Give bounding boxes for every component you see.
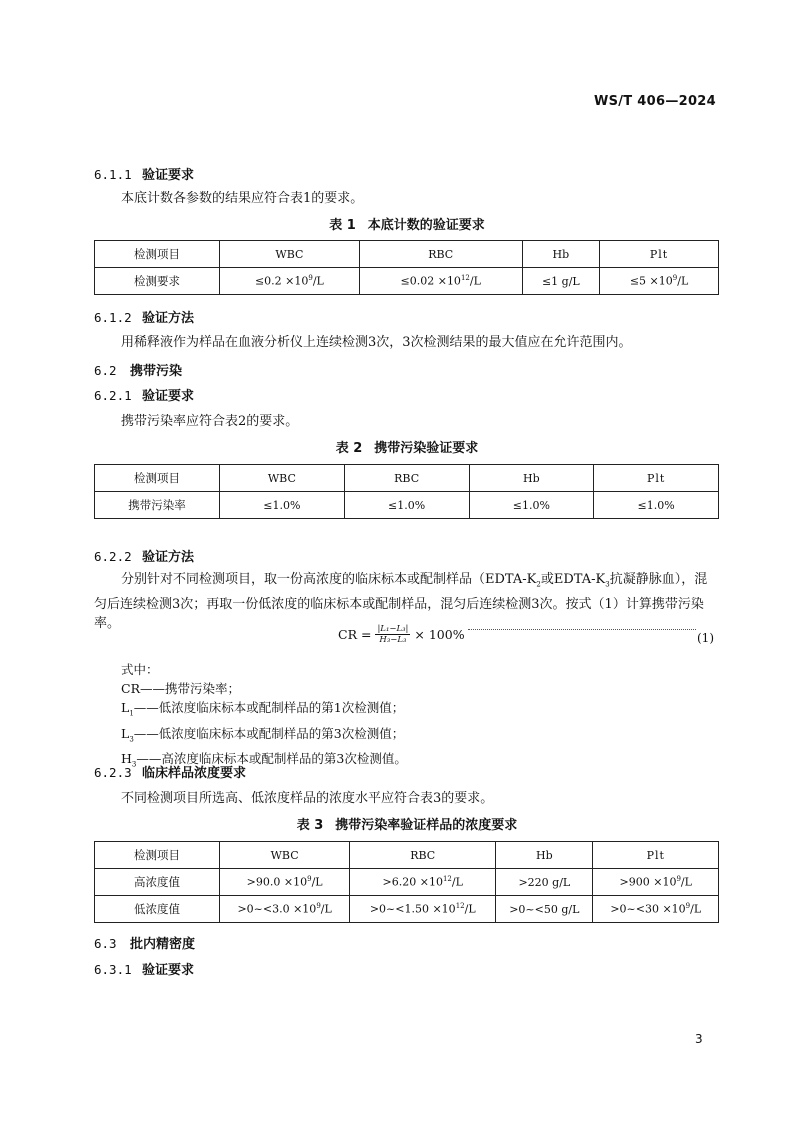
table-header-row [95, 842, 719, 869]
header-cell: Plt [594, 465, 719, 492]
table-title: 携带污染率验证样品的浓度要求 [335, 818, 518, 833]
section-number: 6.3 [94, 936, 117, 951]
row-label: 携带污染率 [95, 492, 220, 519]
cell-plt: >0~<30 $\times 10^9/L$ [593, 896, 719, 923]
table-label: 表 3 [296, 818, 324, 833]
table-1-caption [94, 214, 720, 233]
definition-item: $L_1——$低浓度临床标本或配制样品的第1次检测值； [121, 700, 405, 718]
section-title: 携带污染 [130, 364, 183, 379]
cell-plt: $>900 \times 10^9/L$ [593, 869, 719, 896]
formula-1 [338, 624, 465, 645]
cell-rbc: $>6.20 \times 10^{12}/L$ [350, 869, 496, 896]
definition-item: $H_3——$高浓度临床标本或配制样品的第3次检测值。 [121, 751, 407, 769]
table-3-caption [94, 814, 720, 833]
cell-hb: ≤1 g/L [522, 268, 600, 295]
section-number: 6.2 [94, 363, 117, 378]
page-number: 3 [695, 1032, 703, 1046]
header-cell: WBC [220, 465, 345, 492]
section-title: 验证方法 [142, 311, 195, 326]
table-1 [94, 240, 719, 295]
cell-hb: >220 g/L [496, 869, 593, 896]
section-6-2-1-heading [94, 385, 194, 404]
definition-item: $L_3——$低浓度临床标本或配制样品的第3次检测值； [121, 725, 405, 743]
table-header-row [95, 241, 719, 268]
cell-wbc: $>90.0 \times 10^9/L$ [220, 869, 350, 896]
section-6-2-3-text: 不同检测项目所选高、低浓度样品的浓度水平应符合表3的要求。 [121, 791, 494, 806]
section-6-1-1-text: 本底计数各参数的结果应符合表1的要求。 [121, 191, 364, 206]
cell-wbc: ≤1.0% [220, 492, 345, 519]
table-title: 本底计数的验证要求 [367, 218, 485, 233]
table-row [95, 268, 719, 295]
section-number: 6.2.2 [94, 549, 132, 564]
dot-leader [468, 629, 696, 630]
section-6-1-2-heading [94, 307, 194, 326]
header-cell: Hb [496, 842, 593, 869]
section-number: 6.3.1 [94, 962, 132, 977]
section-6-1-1-heading [94, 164, 194, 183]
formula-rhs: × 100% [414, 627, 465, 642]
table-header-row [95, 465, 719, 492]
table-title: 携带污染验证要求 [374, 441, 479, 456]
row-label: 低浓度值 [95, 896, 220, 923]
definitions-intro: 式中： [121, 662, 159, 677]
cell-rbc: $\le 0.02 \times 10^{12}/L$ [359, 268, 522, 295]
header-cell: RBC [359, 241, 522, 268]
row-label: 高浓度值 [95, 869, 220, 896]
section-6-3-heading [94, 933, 195, 952]
table-3 [94, 841, 719, 923]
section-6-2-2-heading [94, 546, 194, 565]
header-cell: 检测项目 [95, 842, 220, 869]
formula-lhs: CR = [338, 627, 372, 642]
section-6-3-1-heading [94, 959, 194, 978]
table-row [95, 869, 719, 896]
section-title: 批内精密度 [130, 937, 196, 952]
section-number: 6.1.2 [94, 310, 132, 325]
section-number: 6.2.1 [94, 388, 132, 403]
section-title: 验证方法 [142, 550, 195, 565]
table-2 [94, 464, 719, 519]
cell-hb: >0~<50 g/L [496, 896, 593, 923]
section-6-1-2-text: 用稀释液作为样品在血液分析仪上连续检测3次，3次检测结果的最大值应在允许范围内。 [121, 335, 632, 350]
formula-numerator: |L₁−L₃| [377, 624, 409, 634]
cell-plt: ≤1.0% [594, 492, 719, 519]
cell-wbc: $\le 0.2 \times 10^9/L$ [220, 268, 360, 295]
table-2-caption [94, 437, 720, 456]
section-number: 6.2.3 [94, 765, 132, 780]
cell-hb: ≤1.0% [469, 492, 594, 519]
section-6-2-1-text: 携带污染率应符合表2的要求。 [121, 414, 299, 429]
header-cell: WBC [220, 842, 350, 869]
row-label: 检测要求 [95, 268, 220, 295]
table-row [95, 896, 719, 923]
header-cell: Hb [469, 465, 594, 492]
table-label: 表 2 [335, 441, 363, 456]
section-number: 6.1.1 [94, 167, 132, 182]
cell-plt: $\le 5 \times 10^9/L$ [600, 268, 719, 295]
header-cell: RBC [350, 842, 496, 869]
header-cell: 检测项目 [95, 465, 220, 492]
section-title: 验证要求 [142, 389, 195, 404]
header-cell: Plt [600, 241, 719, 268]
header-cell: Hb [522, 241, 600, 268]
formula-fraction [375, 624, 410, 645]
definition-item: CR——携带污染率； [121, 681, 240, 696]
section-title: 临床样品浓度要求 [142, 766, 247, 781]
section-6-2-3-heading [94, 762, 246, 781]
formula-denominator: H₃−L₃ [379, 635, 407, 645]
header-cell: WBC [220, 241, 360, 268]
table-row [95, 492, 719, 519]
table-label: 表 1 [329, 218, 356, 233]
section-6-2-2-text: 分别针对不同检测项目，取一份高浓度的临床标本或配制样品（$EDTA-K_2$或EDTA-$K_3$抗凝静脉血），混匀后连续检测3次；再取一份低浓度的临床标本或配制样品，混匀后连续检测3次。按式（1）计算携带污染率。 [94, 572, 708, 631]
section-title: 验证要求 [142, 168, 195, 183]
header-cell: RBC [344, 465, 469, 492]
header-cell: Plt [593, 842, 719, 869]
equation-number: (1) [697, 631, 714, 645]
section-title: 验证要求 [142, 963, 195, 978]
standard-code: WS/T 406—2024 [593, 94, 716, 109]
cell-rbc: ≤1.0% [344, 492, 469, 519]
formula-definitions [121, 660, 407, 775]
header-cell: 检测项目 [95, 241, 220, 268]
cell-wbc: >0~<3.0 $\times 10^9/L$ [220, 896, 350, 923]
section-6-2-heading [94, 360, 182, 379]
cell-rbc: >0~<1.50 $\times 10^{12}/L$ [350, 896, 496, 923]
